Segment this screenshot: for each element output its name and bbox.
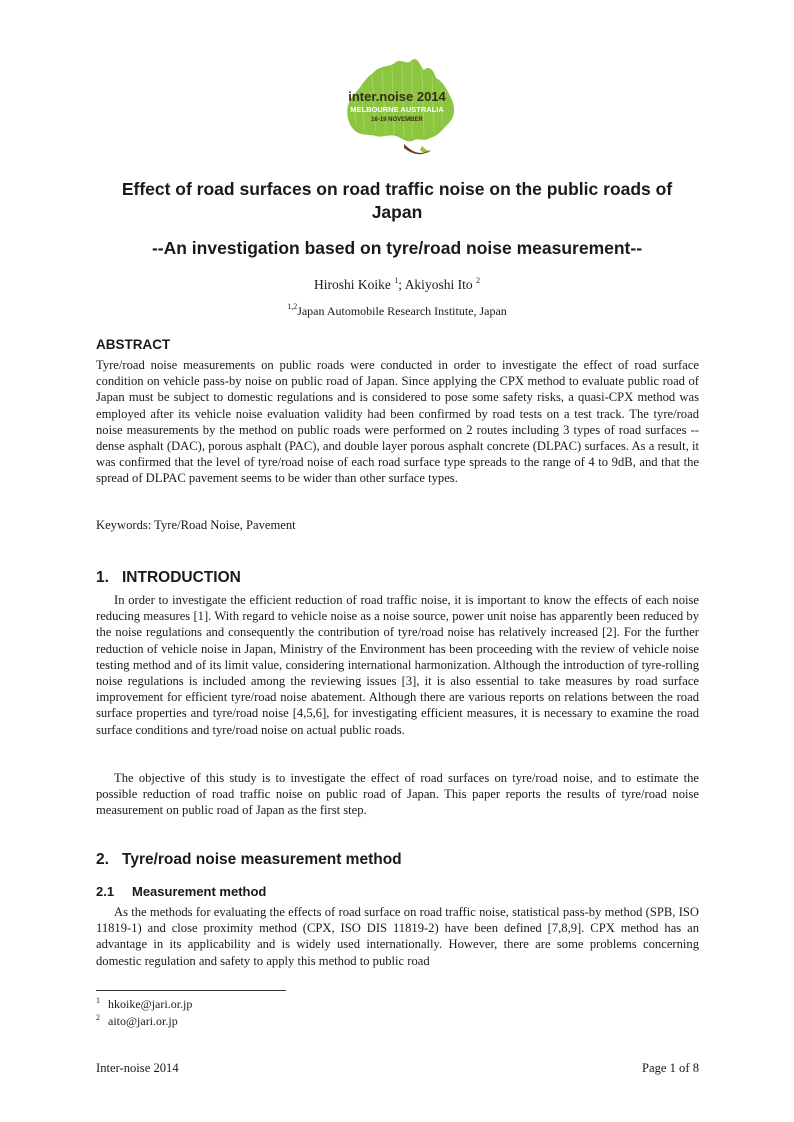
intro-paragraph-2: The objective of this study is to investigate the effect of road surfaces on tyre/road noise, and to estimate the possible reduction of road traffic noise on public road of Japan. This paper reports the results of tyre/road noise measurement on public road of Japan as the first step. (96, 771, 699, 818)
footer-page-number: Page 1 of 8 (641, 1061, 699, 1075)
boomerang-icon (404, 144, 430, 154)
logo-line2: MELBOURNE AUSTRALIA (350, 105, 444, 114)
subsection-2-1-heading (96, 884, 266, 899)
footnote-divider (96, 990, 286, 991)
paper-title: Effect of road surfaces on road traffic noise on the public roads of Japan (121, 179, 673, 222)
logo-line3: 16-19 NOVEMBER (371, 117, 423, 123)
keywords: Keywords: Tyre/Road Noise, Pavement (96, 518, 296, 532)
abstract-text: Tyre/road noise measurements on public roads were conducted in order to investigate the effect of road surface condition on vehicle pass-by noise on public road of Japan. Since applying the CPX method to evaluate public road of Japan must be subject to domestic regulations and is considered to pose some safety risks, a quasi-CPX method was employed after its vehicle noise evaluation validity had been confirmed by road tests on a test track. The tyre/road noise measurements by the method on public roads were performed on 2 routes including 3 types of road surfaces -- dense asphalt (DAC), porous asphalt (PAC), and double layer porous asphalt concrete (DLPAC) surfaces. As a result, it was confirmed that the level of tyre/road noise of each road surface type spreads to the range of 4 to 9dB, and that the spread of DLPAC pavement seems to be wider than other surface types. (96, 358, 699, 486)
section-1-number: 1. (96, 569, 109, 586)
footnote-1 (96, 996, 192, 1012)
author-1: Hiroshi Koike (314, 277, 391, 292)
abstract-heading: ABSTRACT (96, 337, 171, 352)
paper-subtitle: --An investigation based on tyre/road noise measurement-- (151, 238, 643, 258)
author-1-mark: 1 (394, 276, 399, 285)
section-2-number: 2. (96, 851, 109, 868)
footnote-2-text: aito@jari.or.jp (108, 1014, 178, 1028)
affiliation (96, 302, 698, 319)
section-2-heading (96, 851, 402, 869)
author-2: Akiyoshi Ito (404, 277, 473, 292)
author-2-mark: 2 (475, 276, 480, 285)
method-paragraph-1: As the methods for evaluating the effects of road surface on road traffic noise, statistical pass-by method (SPB, ISO 11819-1) and close proximity method (CPX, ISO DIS 11819-2) have been defined [7,8,9]. CPX method has an advantage in its applicability and is widely used internationally. However, there are some problems concerning domestic regulation and safety to apply this method to public road (96, 905, 699, 968)
footnote-1-text: hkoike@jari.or.jp (108, 997, 193, 1011)
affiliation-mark: 1,2 (287, 302, 298, 311)
footer-conference: Inter-noise 2014 (96, 1061, 179, 1075)
section-1-title: INTRODUCTION (122, 569, 241, 586)
footnote-1-mark: 1 (96, 996, 100, 1005)
affiliation-text: Japan Automobile Research Institute, Japan (297, 304, 507, 318)
logo-line1: inter.noise 2014 (348, 89, 446, 104)
author-separator: ; (398, 277, 405, 292)
subsection-2-1-number: 2.1 (96, 884, 115, 899)
author-line (96, 276, 698, 293)
section-2-title: Tyre/road noise measurement method (122, 851, 402, 868)
subsection-2-1-title: Measurement method (132, 884, 267, 899)
footnote-2-mark: 2 (96, 1013, 100, 1022)
footnote-2 (96, 1013, 178, 1029)
section-1-heading (96, 569, 241, 587)
australia-map-logo (332, 52, 462, 164)
intro-paragraph-1: In order to investigate the efficient reduction of road traffic noise, it is important to know the effects of each noise reducing measures [1]. With regard to vehicle noise as a noise source, power unit noise has apparently been reduced by the noise regulations and consequently the contribution of tyre/road noise has relatively increased [2]. For the further reduction of vehicle noise in Japan, Ministry of the Environment has been proceeding with the review of vehicle noise testing method and of its limit value, considering international harmonization. Although the introduction of tyre-rolling noise regulations is included among the reviewing issues [3], it is also essential to take measures by road surface improvement for efficient tyre/road noise abatement. Although there are various reports on relations between the road surface properties and tyre/road noise [4,5,6], for investigating efficient measures, it is necessary to examine the road surface conditions and tyre/road noise on actual public roads. (96, 593, 699, 737)
conference-logo (332, 52, 462, 164)
